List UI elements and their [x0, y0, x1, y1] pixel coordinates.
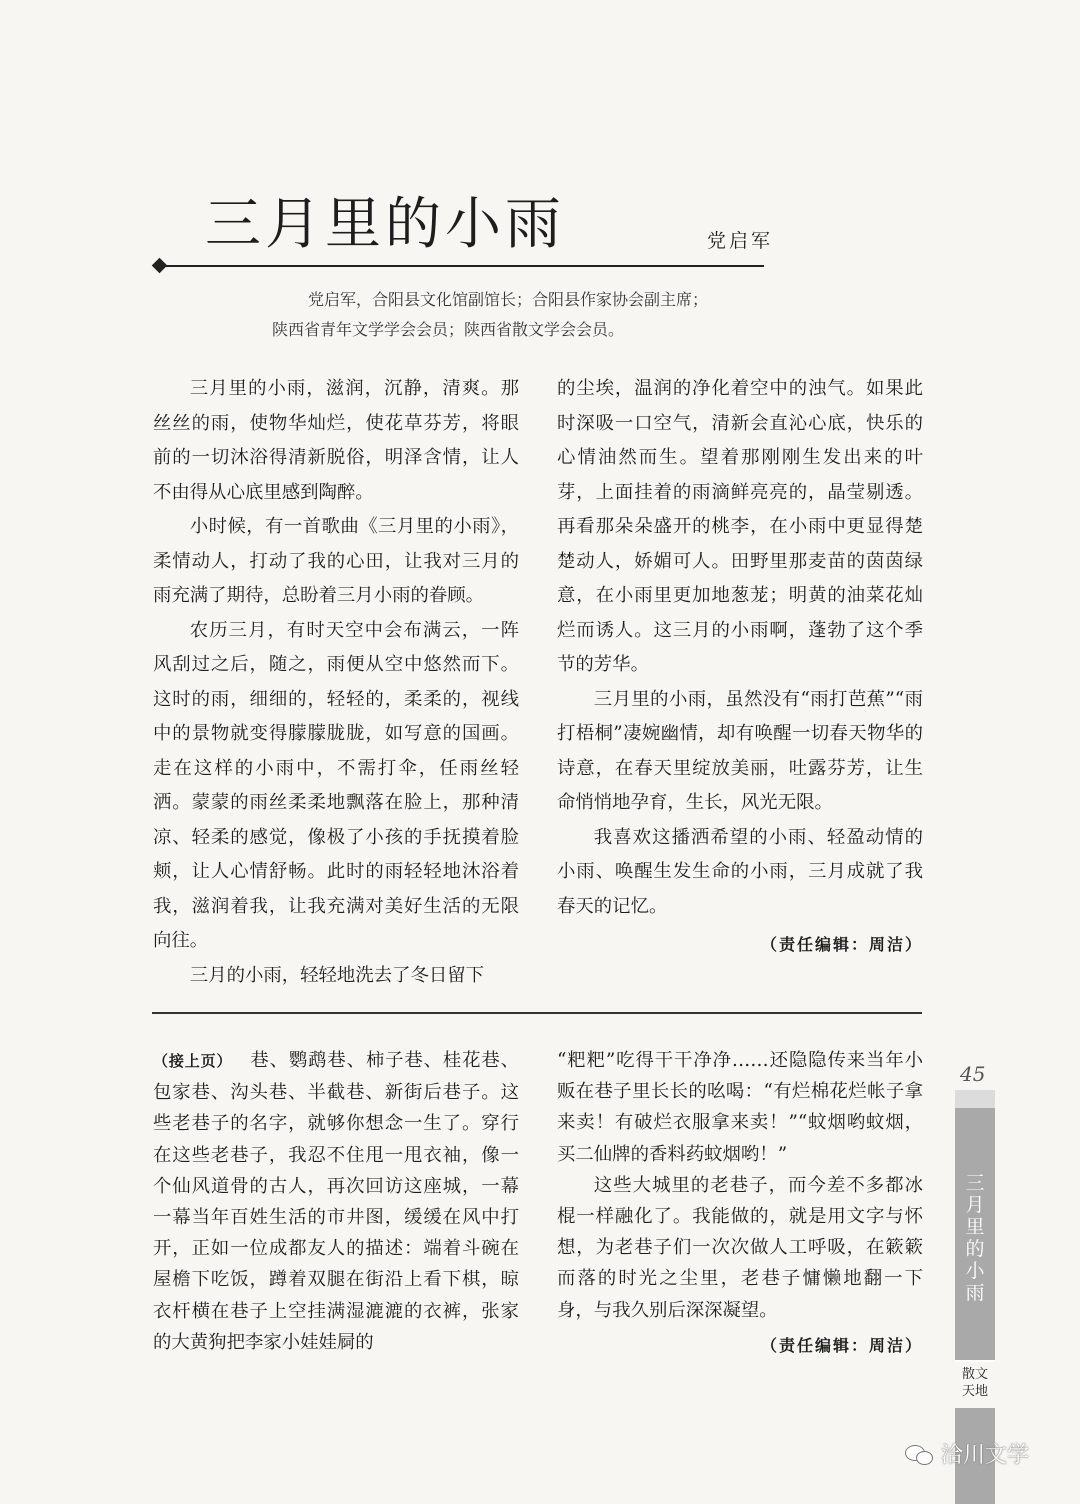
watermark [905, 1438, 1029, 1469]
page-number: 45 [960, 1062, 986, 1086]
side-title-char: 三 [965, 1172, 985, 1194]
column-1 [153, 372, 519, 993]
column-4 [557, 1045, 923, 1361]
category-line: 天地 [961, 1384, 988, 1399]
column-3 [153, 1045, 519, 1358]
wechat-icon [905, 1443, 935, 1465]
author-name: 党启军 [707, 230, 774, 252]
side-title-char: 雨 [965, 1282, 985, 1304]
paragraph: 这些大城里的老巷子，而今差不多都冰棍一样融化了。我能做的，就是用文字与怀想，为老巷子们一次次做人工呼吸，在簌簌而落的时光之尘里，老巷子慵懒地翻一下身，与我久别后深深凝望。 [557, 1174, 923, 1321]
side-tab-cap [955, 1090, 995, 1108]
paragraph: 三月里的小雨，滋润，沉静，清爽。那丝丝的雨，使物华灿烂，使花草芬芳，将眼前的一切沐浴得清新脱俗，明泽含情，让人不由得从心底里感到陶醉。 [153, 378, 519, 503]
paragraph: 三月的小雨，轻轻地洗去了冬日留下 [189, 964, 485, 986]
paragraph: 的尘埃，温润的净化着空中的浊气。如果此时深吸一口空气，清新会直沁心底，快乐的心情油然而生。望着那刚刚生发出来的叶芽，上面挂着的雨滴鲜亮亮的，晶莹剔透。再看那朵朵盛开的桃李，在小雨中更显得楚楚动人，娇媚可人。田野里那麦苗的茵茵绿意，在小雨里更加地葱茏；明黄的油菜花灿烂而诱人。这三月的小雨啊，蓬勃了这个季节的芳华。 [557, 378, 923, 675]
continued-label: （接上页） [153, 1052, 233, 1070]
side-title-char: 月 [965, 1194, 985, 1216]
article-title: 三月里的小雨 [205, 192, 565, 257]
paragraph: 农历三月，有时天空中会布满云，一阵风刮过之后，随之，雨便从空中悠然而下。这时的雨，细细的，轻轻的，柔柔的，视线中的景物就变得朦朦胧胧，如写意的国画。走在这样的小雨中，不需打伞，任雨丝轻洒。蒙蒙的雨丝柔柔地飘落在脸上，那种清凉、轻柔的感觉，像极了小孩的手抚摸着脸颊，让人心情舒畅。此时的雨轻轻地沐浴着我，滋润着我，让我充满对美好生活的无限向往。 [153, 619, 519, 951]
category-line: 散文 [961, 1367, 988, 1382]
editor-credit: （责任编辑：周洁） [760, 1335, 923, 1355]
column-2 [557, 372, 923, 963]
paragraph: 小时候，有一首歌曲《三月里的小雨》，柔情动人，打动了我的心田，让我对三月的雨充满了期待，总盼着三月小雨的眷顾。 [153, 516, 519, 606]
paragraph: “粑粑”吃得干干净净……还隐隐传来当年小贩在巷子里长长的吆喝：“有烂棉花烂帐子拿来卖！有破烂衣服拿来卖！”“蚊烟哟蚊烟，买二仙牌的香料药蚊烟哟！” [557, 1050, 923, 1165]
title-rule [160, 265, 764, 267]
watermark-text: 洽川文学 [941, 1443, 1030, 1468]
side-title-char: 的 [965, 1238, 985, 1260]
section-category [955, 1362, 995, 1408]
side-title-char: 里 [965, 1216, 985, 1238]
paragraph [153, 1045, 519, 1358]
paragraph: 三月里的小雨，虽然没有“雨打芭蕉”“雨打梧桐”凄婉幽情，却有唤醒一切春天物华的诗意，在春天里绽放美丽，吐露芬芳，让生命悄悄地孕育，生长，风光无限。 [557, 688, 923, 813]
editor-credit: （责任编辑：周洁） [760, 935, 923, 954]
bio-line-1: 党启军，合阳县文化馆副馆长；合阳县作家协会副主席； [308, 290, 709, 309]
side-title [955, 1172, 995, 1304]
continued-text: 巷、鹦鹉巷、柿子巷、桂花巷、包家巷、沟头巷、半截巷、新街后巷子。这些老巷子的名字，就够你想念一生了。穿行在这些老巷子，我忍不住甩一甩衣袖，像一个仙风道骨的古人，再次回访这座城，一幕一幕当年百姓生活的市井图，缓缓在风中打开，正如一位成都友人的描述：端着斗碗在屋檐下吃饭，蹲着双腿在街沿上看下棋，晾衣杆横在巷子上空挂满湿漉漉的衣裤，张家的大黄狗把李家小娃娃屙的 [153, 1050, 519, 1353]
section-divider [152, 1012, 922, 1014]
bio-line-2: 陕西省青年文学学会会员；陕西省散文学会会员。 [272, 320, 625, 339]
author-bio [250, 285, 810, 345]
paragraph: 我喜欢这播洒希望的小雨、轻盈动情的小雨、唤醒生发生命的小雨，三月成就了我春天的记忆。 [557, 826, 923, 917]
side-title-char: 小 [965, 1260, 985, 1282]
